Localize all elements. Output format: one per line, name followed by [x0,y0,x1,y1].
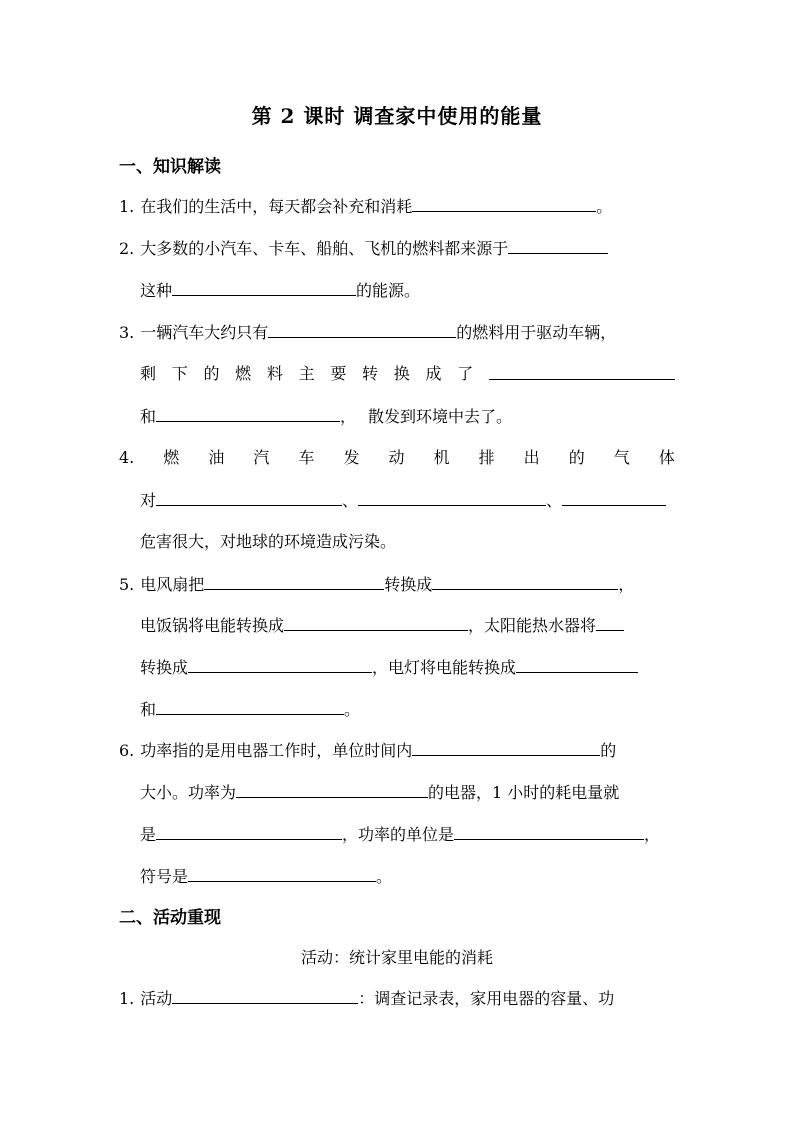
question-char: 下 [171,364,188,383]
answer-blank[interactable] [156,698,344,715]
question-text: 。 [596,197,613,216]
question-text: 在我们的生活中，每天都会补充和消耗 [140,197,413,216]
answer-blank[interactable] [562,489,666,506]
question-3-cont [140,405,680,428]
question-number: 1. [119,197,135,216]
question-char: 出 [523,448,540,467]
answer-blank[interactable] [156,405,340,422]
question-text: 的燃料用于驱动车辆， [456,323,617,342]
answer-blank[interactable] [236,781,428,798]
question-text: 的电器，1 小时的耗电量就 [428,783,620,802]
answer-blank[interactable] [358,489,546,506]
question-5-cont3 [140,698,680,721]
answer-blank[interactable] [508,237,608,254]
answer-blank[interactable] [432,573,618,590]
question-1 [119,195,679,218]
question-text: 是 [140,825,157,844]
question-4-cont [140,489,680,512]
question-text: 对 [140,491,157,510]
answer-blank[interactable] [204,573,384,590]
answer-blank[interactable] [284,614,468,631]
answer-blank[interactable] [188,865,376,882]
question-5-cont2 [140,656,680,679]
question-text: ， [340,407,357,426]
question-char: 要 [330,364,347,383]
question-number: 3. [119,323,135,342]
question-4-cont2: 危害很大，对地球的环境造成污染。 [140,532,397,551]
question-text: 电风扇把 [140,575,205,594]
question-3 [119,321,679,344]
question-char: 料 [266,364,283,383]
question-char: 了 [457,364,474,383]
question-char: 燃 [163,448,180,467]
question-char: 换 [393,364,410,383]
question-char: 排 [478,448,495,467]
question-char: 剩 [140,364,157,383]
question-number: 6. [119,741,135,760]
question-6 [119,739,679,762]
question-char: 体 [658,448,675,467]
question-char: 动 [388,448,405,467]
question-char: 发 [343,448,360,467]
question-text: 。 [376,867,393,886]
answer-blank[interactable] [412,739,600,756]
question-number: 2. [119,239,135,258]
question-text: 大小。功率为 [140,783,237,802]
question-char: 转 [362,364,379,383]
question-text: 的能源。 [356,281,421,300]
question-text: 电饭锅将电能转换成 [140,616,285,635]
question-char: 机 [433,448,450,467]
question-char: 油 [208,448,225,467]
question-char: 燃 [235,364,252,383]
question-text: ，功率的单位是 [342,825,455,844]
answer-blank[interactable] [489,363,675,380]
answer-blank[interactable] [412,195,596,212]
answer-blank[interactable] [188,656,372,673]
question-number: 5. [119,575,135,594]
question-text: 和 [140,700,157,719]
question-text: ：调查记录表，家用电器的容量、功 [358,989,615,1008]
question-text: ， [644,825,661,844]
question-3-spread-line [140,363,675,385]
question-text: 转换成 [140,658,189,677]
question-6-cont2 [140,823,680,846]
question-char: 的 [203,364,220,383]
question-char: 车 [298,448,315,467]
question-5-cont [140,614,680,637]
question-2-cont [140,279,680,302]
question-text: 这种 [140,281,173,300]
answer-blank[interactable] [516,656,638,673]
question-text: 。 [344,700,361,719]
answer-blank[interactable] [172,279,356,296]
activity-1 [119,987,679,1010]
question-number: 1. [119,989,135,1008]
question-char: 汽 [253,448,270,467]
question-char: 的 [568,448,585,467]
page-title: 第 2 课时 调查家中使用的能量 [251,104,543,128]
question-text: 功率指的是用电器工作时，单位时间内 [140,741,413,760]
question-text: ，太阳能热水器将 [468,616,597,635]
section-heading-activity: 二、活动重现 [119,908,221,928]
section-heading-knowledge: 一、知识解读 [119,157,221,177]
question-text: 一辆汽车大约只有 [140,323,269,342]
question-char: 主 [298,364,315,383]
question-text: 的 [600,741,617,760]
question-text: 大多数的小汽车、卡车、船舶、飞机的燃料都来源于 [140,239,509,258]
question-char: 气 [613,448,630,467]
question-text: ， [618,575,635,594]
answer-blank[interactable] [156,489,342,506]
question-text: 符号是 [140,867,189,886]
question-text: 活动 [140,989,173,1008]
question-2 [119,237,679,260]
question-text: ，电灯将电能转换成 [372,658,517,677]
answer-blank[interactable] [156,823,342,840]
activity-title: 活动：统计家里电能的消耗 [300,948,493,967]
question-4 [119,447,675,469]
question-text: 转换成 [384,575,433,594]
answer-blank[interactable] [596,614,624,631]
answer-blank[interactable] [454,823,644,840]
answer-blank[interactable] [268,321,456,338]
question-6-cont3 [140,865,680,888]
question-text: 、 [342,491,359,510]
answer-blank[interactable] [172,987,358,1004]
question-6-cont [140,781,680,804]
question-number: 4. [119,448,135,467]
question-text: 和 [140,407,157,426]
question-char: 成 [425,364,442,383]
question-text: 散发到环境中去了。 [368,407,513,426]
question-5 [119,573,679,596]
question-text: 、 [546,491,563,510]
